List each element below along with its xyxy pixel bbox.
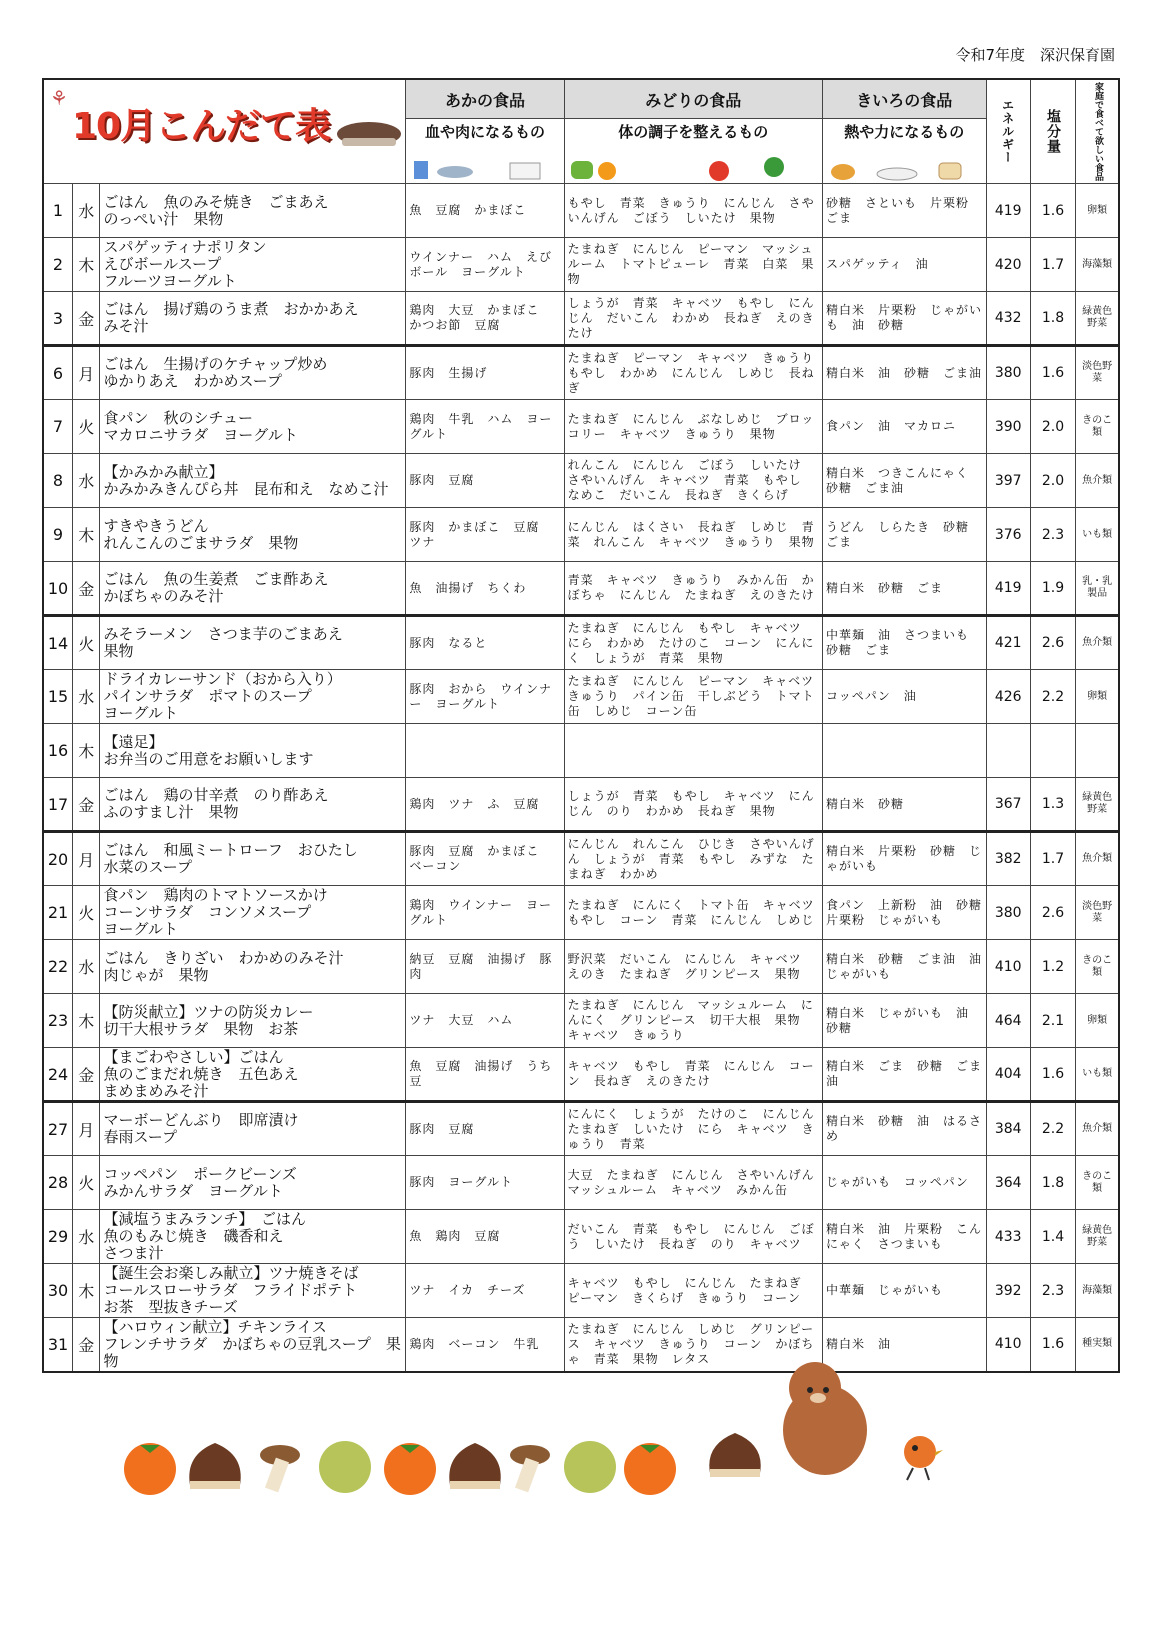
dish-cell: 【かみかみ献立】 かみかみきんぴら丼 昆布和え なめこ汁 xyxy=(100,454,406,508)
salt-cell: 1.6 xyxy=(1030,1048,1075,1102)
day-cell: 22 xyxy=(43,940,73,994)
green-foods-cell: しょうが 青菜 キャベツ もやし にんじん だいこん わかめ 長ねぎ えのきたけ xyxy=(564,292,822,346)
salt-cell: 1.7 xyxy=(1030,832,1075,886)
dish-cell: 食パン 鶏肉のトマトソースかけ コーンサラダ コンソメスープ ヨーグルト xyxy=(100,886,406,940)
extra-food-cell: きのこ類 xyxy=(1076,1156,1119,1210)
extra-food-cell: 魚介類 xyxy=(1076,616,1119,670)
yellow-foods-cell: 食パン 油 マカロニ xyxy=(823,400,987,454)
menu-row xyxy=(43,1102,1119,1156)
energy-cell: 380 xyxy=(986,886,1030,940)
green-foods-cell: だいこん 青菜 もやし にんじん ごぼう しいたけ 長ねぎ のり キャベツ xyxy=(564,1210,822,1264)
yellow-foods-cell: 食パン 上新粉 油 砂糖 片栗粉 じゃがいも xyxy=(823,886,987,940)
red-foods-cell: 鶏肉 ウインナー ヨーグルト xyxy=(406,886,564,940)
dish-cell: ごはん 魚の生姜煮 ごま酢あえ かぼちゃのみそ汁 xyxy=(100,562,406,616)
weekday-cell: 水 xyxy=(73,1210,100,1264)
weekday-cell: 水 xyxy=(73,184,100,238)
salt-cell: 2.6 xyxy=(1030,616,1075,670)
weekday-cell: 水 xyxy=(73,940,100,994)
persimmon-icon xyxy=(384,1443,436,1495)
yellow-foods-cell: 砂糖 さといも 片栗粉 ごま xyxy=(823,184,987,238)
green-foods-cell: にんにく しょうが たけのこ にんじん たまねぎ しいたけ にら キャベツ きゅうり 青菜 xyxy=(564,1102,822,1156)
green-foods-cell: たまねぎ にんじん もやし キャベツ にら わかめ たけのこ コーン にんにく しょうが 青菜 果物 xyxy=(564,616,822,670)
extra-food-cell: 海藻類 xyxy=(1076,1264,1119,1318)
energy-cell: 464 xyxy=(986,994,1030,1048)
yellow-foods-cell: 精白米 砂糖 xyxy=(823,778,987,832)
green-foods-cell: たまねぎ にんじん マッシュルーム にんにく グリンピース 切干大根 果物 キャベツ きゅうり xyxy=(564,994,822,1048)
red-foods-cell: 豚肉 かまぼこ 豆腐 ツナ xyxy=(406,508,564,562)
menu-row xyxy=(43,346,1119,400)
green-foods-cell: キャベツ もやし にんじん たまねぎ ピーマン きくらげ きゅうり コーン xyxy=(564,1264,822,1318)
dragonfly-icon: ⚘ xyxy=(50,86,68,110)
menu-row xyxy=(43,670,1119,724)
salt-cell: 1.9 xyxy=(1030,562,1075,616)
extra-food-cell: 卵類 xyxy=(1076,994,1119,1048)
day-cell: 14 xyxy=(43,616,73,670)
title-cell xyxy=(43,79,406,184)
weekday-cell: 月 xyxy=(73,1102,100,1156)
weekday-cell: 木 xyxy=(73,994,100,1048)
green-foods-cell: しょうが 青菜 もやし キャベツ にんじん のり わかめ 長ねぎ 果物 xyxy=(564,778,822,832)
red-foods-cell: 豚肉 豆腐 xyxy=(406,1102,564,1156)
extra-food-cell: いも類 xyxy=(1076,1048,1119,1102)
yellow-foods-cell: じゃがいも コッペパン xyxy=(823,1156,987,1210)
dish-cell: 【誕生会お楽しみ献立】ツナ焼きそば コールスローサラダ フライドポテト お茶 型抜きチーズ xyxy=(100,1264,406,1318)
red-foods-cell: 豚肉 豆腐 かまぼこ ベーコン xyxy=(406,832,564,886)
bear-icon xyxy=(760,1360,890,1480)
weekday-cell: 水 xyxy=(73,454,100,508)
salt-cell: 1.7 xyxy=(1030,238,1075,292)
bread-rice-icon xyxy=(827,157,972,181)
menu-row xyxy=(43,292,1119,346)
green-foods-cell: 大豆 たまねぎ にんじん さやいんげん マッシュルーム キャベツ みかん缶 xyxy=(564,1156,822,1210)
day-cell: 2 xyxy=(43,238,73,292)
green-foods-cell: 青菜 キャベツ きゅうり みかん缶 かぼちゃ にんじん たまねぎ えのきたけ xyxy=(564,562,822,616)
yellow-foods-cell: 精白米 砂糖 ごま xyxy=(823,562,987,616)
yellow-foods-cell: 精白米 ごま 砂糖 ごま油 xyxy=(823,1048,987,1102)
dish-cell: 【まごわやさしい】ごはん 魚のごまだれ焼き 五色あえ まめまめみそ汁 xyxy=(100,1048,406,1102)
extra-food-cell: きのこ類 xyxy=(1076,940,1119,994)
day-cell: 9 xyxy=(43,508,73,562)
menu-row xyxy=(43,562,1119,616)
vegetables-icon xyxy=(569,155,804,181)
day-cell: 23 xyxy=(43,994,73,1048)
day-cell: 24 xyxy=(43,1048,73,1102)
energy-cell: 397 xyxy=(986,454,1030,508)
energy-cell: 376 xyxy=(986,508,1030,562)
energy-cell: 392 xyxy=(986,1264,1030,1318)
green-foods-cell: キャベツ もやし 青菜 にんじん コーン 長ねぎ えのきたけ xyxy=(564,1048,822,1102)
day-cell: 21 xyxy=(43,886,73,940)
dish-cell: ごはん 揚げ鶏のうま煮 おかかあえ みそ汁 xyxy=(100,292,406,346)
extra-food-cell: 緑黄色野菜 xyxy=(1076,292,1119,346)
yellow-foods-cell: 精白米 油 砂糖 ごま油 xyxy=(823,346,987,400)
dish-cell: マーボーどんぶり 即席漬け 春雨スープ xyxy=(100,1102,406,1156)
salt-cell: 1.2 xyxy=(1030,940,1075,994)
salt-cell: 1.8 xyxy=(1030,292,1075,346)
red-group-header: あかの食品 xyxy=(406,79,564,119)
mushroom-icon xyxy=(260,1445,300,1492)
red-foods-cell: 魚 豆腐 油揚げ うち豆 xyxy=(406,1048,564,1102)
weekday-cell: 木 xyxy=(73,238,100,292)
dish-cell: ごはん きりざい わかめのみそ汁 肉じゃが 果物 xyxy=(100,940,406,994)
energy-cell: 426 xyxy=(986,670,1030,724)
energy-cell: 380 xyxy=(986,346,1030,400)
red-foods-cell: 魚 油揚げ ちくわ xyxy=(406,562,564,616)
salt-cell: 1.6 xyxy=(1030,184,1075,238)
energy-cell: 432 xyxy=(986,292,1030,346)
day-cell: 29 xyxy=(43,1210,73,1264)
red-foods-cell: 豚肉 おから ウインナー ヨーグルト xyxy=(406,670,564,724)
day-cell: 31 xyxy=(43,1318,73,1372)
weekday-cell: 木 xyxy=(73,724,100,778)
day-cell: 15 xyxy=(43,670,73,724)
red-foods-cell: 鶏肉 ツナ ふ 豆腐 xyxy=(406,778,564,832)
menu-row xyxy=(43,184,1119,238)
menu-row xyxy=(43,508,1119,562)
yellow-foods-cell: 精白米 つきこんにゃく 砂糖 ごま油 xyxy=(823,454,987,508)
dish-cell: ごはん 鶏の甘辛煮 のり酢あえ ふのすまし汁 果物 xyxy=(100,778,406,832)
red-foods-cell: ツナ イカ チーズ xyxy=(406,1264,564,1318)
green-foods-cell: にんじん はくさい 長ねぎ しめじ 青菜 れんこん キャベツ きゅうり 果物 xyxy=(564,508,822,562)
yellow-foods-cell: 精白米 砂糖 油 はるさめ xyxy=(823,1102,987,1156)
yellow-foods-cell: 精白米 油 片栗粉 こんにゃく さつまいも xyxy=(823,1210,987,1264)
dish-cell: みそラーメン さつま芋のごまあえ 果物 xyxy=(100,616,406,670)
autumn-fruits-decoration xyxy=(120,1425,710,1505)
menu-row xyxy=(43,940,1119,994)
energy-cell: 420 xyxy=(986,238,1030,292)
menu-row xyxy=(43,1048,1119,1102)
weekday-cell: 金 xyxy=(73,1318,100,1372)
salt-cell: 2.6 xyxy=(1030,886,1075,940)
salt-cell: 2.3 xyxy=(1030,1264,1075,1318)
persimmon-icon xyxy=(124,1443,176,1495)
yellow-foods-cell: 精白米 じゃがいも 油 砂糖 xyxy=(823,994,987,1048)
chestnut-icon xyxy=(449,1443,500,1489)
organization-label: 令和7年度 深沢保育園 xyxy=(955,46,1115,64)
yellow-foods-cell: 精白米 油 xyxy=(823,1318,987,1372)
yellow-group-sub: 熱や力になるもの xyxy=(823,119,987,184)
red-foods-cell: 鶏肉 牛乳 ハム ヨーグルト xyxy=(406,400,564,454)
red-foods-cell xyxy=(406,724,564,778)
energy-cell: 419 xyxy=(986,562,1030,616)
day-cell: 3 xyxy=(43,292,73,346)
extra-food-cell: 緑黄色野菜 xyxy=(1076,778,1119,832)
weekday-cell: 金 xyxy=(73,1048,100,1102)
salt-cell: 2.3 xyxy=(1030,508,1075,562)
menu-row xyxy=(43,1156,1119,1210)
weekday-cell: 金 xyxy=(73,292,100,346)
salt-cell: 2.2 xyxy=(1030,670,1075,724)
menu-table-container xyxy=(42,78,1120,1373)
green-foods-cell xyxy=(564,724,822,778)
green-foods-cell: 野沢菜 だいこん にんじん キャベツ えのき たまねぎ グリンピース 果物 xyxy=(564,940,822,994)
yellow-foods-cell: コッペパン 油 xyxy=(823,670,987,724)
green-foods-cell: たまねぎ にんじん ぶなしめじ ブロッコリー キャベツ きゅうり 果物 xyxy=(564,400,822,454)
green-foods-cell: たまねぎ ピーマン キャベツ きゅうり もやし わかめ にんじん しめじ 長ねぎ xyxy=(564,346,822,400)
red-foods-cell: ウインナー ハム えびボール ヨーグルト xyxy=(406,238,564,292)
green-foods-cell: れんこん にんじん ごぼう しいたけ さやいんげん キャベツ 青菜 もやし なめこ だいこん 長ねぎ きくらげ xyxy=(564,454,822,508)
dish-cell: スパゲッティナポリタン えびボールスープ フルーツヨーグルト xyxy=(100,238,406,292)
pear-icon xyxy=(564,1441,616,1493)
mushroom-icon xyxy=(510,1445,550,1492)
menu-row xyxy=(43,724,1119,778)
energy-cell: 390 xyxy=(986,400,1030,454)
green-foods-cell: たまねぎ にんじん ピーマン キャベツ きゅうり パイン缶 干しぶどう トマト缶 しめじ コーン缶 xyxy=(564,670,822,724)
salt-cell: 2.0 xyxy=(1030,454,1075,508)
salt-cell: 1.4 xyxy=(1030,1210,1075,1264)
dish-cell: 食パン 秋のシチュー マカロニサラダ ヨーグルト xyxy=(100,400,406,454)
mushroom-icon xyxy=(334,120,404,150)
energy-cell: 410 xyxy=(986,1318,1030,1372)
menu-body xyxy=(43,184,1119,1372)
weekday-cell: 火 xyxy=(73,886,100,940)
green-foods-cell: にんじん れんこん ひじき さやいんげん しょうが 青菜 もやし みずな たまねぎ わかめ xyxy=(564,832,822,886)
salt-cell: 1.8 xyxy=(1030,1156,1075,1210)
energy-cell: 364 xyxy=(986,1156,1030,1210)
extra-food-cell: いも類 xyxy=(1076,508,1119,562)
salt-cell: 1.6 xyxy=(1030,346,1075,400)
green-foods-cell: たまねぎ にんじん しめじ グリンピース キャベツ きゅうり コーン かぼちゃ 青菜 果物 レタス xyxy=(564,1318,822,1372)
green-foods-cell: たまねぎ にんにく トマト缶 キャベツ もやし コーン 青菜 にんじん しめじ xyxy=(564,886,822,940)
day-cell: 6 xyxy=(43,346,73,400)
extra-food-cell: 魚介類 xyxy=(1076,832,1119,886)
energy-header: エネルギー xyxy=(986,79,1030,184)
dish-cell: 【遠足】 お弁当のご用意をお願いします xyxy=(100,724,406,778)
menu-row xyxy=(43,1210,1119,1264)
energy-cell: 421 xyxy=(986,616,1030,670)
extra-food-cell: 種実類 xyxy=(1076,1318,1119,1372)
menu-row xyxy=(43,1318,1119,1372)
page-title: 10月こんだて表 xyxy=(72,106,331,147)
chestnut-icon xyxy=(189,1443,240,1489)
extra-header: 家庭で食べて欲しい食品 xyxy=(1076,79,1119,184)
weekday-cell: 火 xyxy=(73,616,100,670)
menu-row xyxy=(43,454,1119,508)
red-foods-cell: ツナ 大豆 ハム xyxy=(406,994,564,1048)
extra-food-cell: 卵類 xyxy=(1076,184,1119,238)
red-foods-cell: 豚肉 生揚げ xyxy=(406,346,564,400)
day-cell: 17 xyxy=(43,778,73,832)
weekday-cell: 木 xyxy=(73,508,100,562)
yellow-foods-cell: 中華麺 油 さつまいも 砂糖 ごま xyxy=(823,616,987,670)
salt-cell xyxy=(1030,724,1075,778)
menu-row xyxy=(43,994,1119,1048)
yellow-foods-cell: 精白米 砂糖 ごま油 油 じゃがいも xyxy=(823,940,987,994)
energy-cell: 410 xyxy=(986,940,1030,994)
day-cell: 1 xyxy=(43,184,73,238)
menu-row xyxy=(43,886,1119,940)
day-cell: 10 xyxy=(43,562,73,616)
energy-cell: 433 xyxy=(986,1210,1030,1264)
weekday-cell: 月 xyxy=(73,832,100,886)
day-cell: 7 xyxy=(43,400,73,454)
persimmon-icon xyxy=(624,1443,676,1495)
bird-icon xyxy=(895,1430,945,1485)
weekday-cell: 火 xyxy=(73,400,100,454)
yellow-foods-cell: スパゲッティ 油 xyxy=(823,238,987,292)
salt-cell: 1.3 xyxy=(1030,778,1075,832)
yellow-foods-cell: うどん しらたき 砂糖 ごま xyxy=(823,508,987,562)
red-foods-cell: 鶏肉 大豆 かまぼこ かつお節 豆腐 xyxy=(406,292,564,346)
red-foods-cell: 魚 鶏肉 豆腐 xyxy=(406,1210,564,1264)
menu-row xyxy=(43,832,1119,886)
salt-header: 塩分量 xyxy=(1030,79,1075,184)
menu-row xyxy=(43,778,1119,832)
salt-cell: 1.6 xyxy=(1030,1318,1075,1372)
green-foods-cell: もやし 青菜 きゅうり にんじん さやいんげん ごぼう しいたけ 果物 xyxy=(564,184,822,238)
red-foods-cell: 豚肉 なると xyxy=(406,616,564,670)
energy-cell: 384 xyxy=(986,1102,1030,1156)
salt-cell: 2.1 xyxy=(1030,994,1075,1048)
weekday-cell: 月 xyxy=(73,346,100,400)
weekday-cell: 水 xyxy=(73,670,100,724)
red-foods-cell: 納豆 豆腐 油揚げ 豚肉 xyxy=(406,940,564,994)
weekday-cell: 金 xyxy=(73,562,100,616)
energy-cell: 367 xyxy=(986,778,1030,832)
energy-cell: 419 xyxy=(986,184,1030,238)
weekday-cell: 木 xyxy=(73,1264,100,1318)
extra-food-cell: きのこ類 xyxy=(1076,400,1119,454)
day-cell: 28 xyxy=(43,1156,73,1210)
yellow-foods-cell: 中華麺 じゃがいも xyxy=(823,1264,987,1318)
day-cell: 8 xyxy=(43,454,73,508)
dish-cell: ドライカレーサンド（おから入り） パインサラダ ポマトのスープ ヨーグルト xyxy=(100,670,406,724)
weekday-cell: 金 xyxy=(73,778,100,832)
dish-cell: コッペパン ポークビーンズ みかんサラダ ヨーグルト xyxy=(100,1156,406,1210)
green-foods-cell: たまねぎ にんじん ピーマン マッシュルーム トマトピューレ 青菜 白菜 果物 xyxy=(564,238,822,292)
salt-cell: 2.2 xyxy=(1030,1102,1075,1156)
energy-cell: 382 xyxy=(986,832,1030,886)
energy-cell: 404 xyxy=(986,1048,1030,1102)
red-foods-cell: 豚肉 豆腐 xyxy=(406,454,564,508)
yellow-foods-cell: 精白米 片栗粉 砂糖 じゃがいも xyxy=(823,832,987,886)
dish-cell: ごはん 生揚げのケチャップ炒め ゆかりあえ わかめスープ xyxy=(100,346,406,400)
dish-cell: ごはん 和風ミートローフ おひたし 水菜のスープ xyxy=(100,832,406,886)
red-foods-cell: 魚 豆腐 かまぼこ xyxy=(406,184,564,238)
dish-cell: すきやきうどん れんこんのごまサラダ 果物 xyxy=(100,508,406,562)
extra-food-cell: 緑黄色野菜 xyxy=(1076,1210,1119,1264)
menu-row xyxy=(43,400,1119,454)
extra-food-cell xyxy=(1076,724,1119,778)
menu-row xyxy=(43,616,1119,670)
day-cell: 30 xyxy=(43,1264,73,1318)
green-group-header: みどりの食品 xyxy=(564,79,822,119)
dish-cell: 【減塩うまみランチ】 ごはん 魚のもみじ焼き 磯香和え さつま汁 xyxy=(100,1210,406,1264)
dish-cell: ごはん 魚のみそ焼き ごまあえ のっぺい汁 果物 xyxy=(100,184,406,238)
day-cell: 27 xyxy=(43,1102,73,1156)
pear-icon xyxy=(319,1441,371,1493)
red-foods-cell: 豚肉 ヨーグルト xyxy=(406,1156,564,1210)
extra-food-cell: 淡色野菜 xyxy=(1076,346,1119,400)
energy-cell xyxy=(986,724,1030,778)
fish-milk-icon xyxy=(410,157,550,181)
red-group-sub: 血や肉になるもの xyxy=(406,119,564,184)
weekday-cell: 火 xyxy=(73,1156,100,1210)
dish-cell: 【ハロウィン献立】チキンライス フレンチサラダ かぼちゃの豆乳スープ 果物 xyxy=(100,1318,406,1372)
green-group-sub: 体の調子を整えるもの xyxy=(564,119,822,184)
day-cell: 16 xyxy=(43,724,73,778)
extra-food-cell: 海藻類 xyxy=(1076,238,1119,292)
extra-food-cell: 乳・乳製品 xyxy=(1076,562,1119,616)
dish-cell: 【防災献立】ツナの防災カレー 切干大根サラダ 果物 お茶 xyxy=(100,994,406,1048)
menu-row xyxy=(43,1264,1119,1318)
yellow-foods-cell: 精白米 片栗粉 じゃがいも 油 砂糖 xyxy=(823,292,987,346)
extra-food-cell: 魚介類 xyxy=(1076,454,1119,508)
extra-food-cell: 淡色野菜 xyxy=(1076,886,1119,940)
yellow-group-header: きいろの食品 xyxy=(823,79,987,119)
day-cell: 20 xyxy=(43,832,73,886)
yellow-foods-cell xyxy=(823,724,987,778)
menu-table xyxy=(42,78,1120,1373)
extra-food-cell: 魚介類 xyxy=(1076,1102,1119,1156)
red-foods-cell: 鶏肉 ベーコン 牛乳 xyxy=(406,1318,564,1372)
menu-row xyxy=(43,238,1119,292)
salt-cell: 2.0 xyxy=(1030,400,1075,454)
extra-food-cell: 卵類 xyxy=(1076,670,1119,724)
